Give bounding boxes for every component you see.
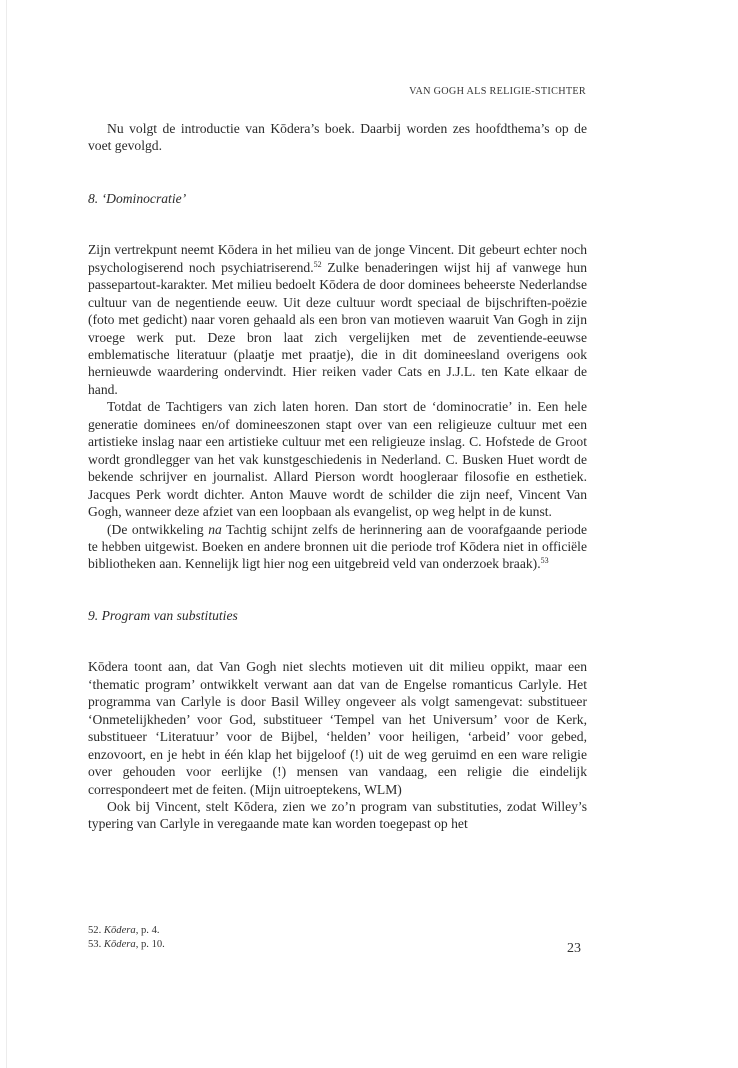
page-number: 23 [567,941,581,956]
footnote-source: Kōdera [103,939,136,951]
footnote-53 [88,938,165,952]
section-9-heading: 9. Program van substituties [88,607,238,623]
main-text [88,120,587,833]
running-head: VAN GOGH ALS RELIGIE-STICHTER [409,86,586,97]
paragraph-text: Zijn vertrekpunt neemt Kōdera in het milieu van de jonge Vincent. Dit gebeurt echter noch psychologiserend noch psychiatriserend. [88,242,587,275]
footnote-52 [88,924,165,938]
intro-paragraph: Nu volgt de introductie van Kōdera’s boek. Daarbij worden zes hoofdthema’s op de voet gevolgd. [88,121,587,154]
footnotes [88,924,165,952]
footnote-page: , p. 4. [135,925,160,936]
footnote-page: , p. 10. [135,939,165,951]
section-8-paragraph-2: Totdat de Tachtigers van zich laten horen. Dan stort de ‘dominocratie’ in. Een hele generatie dominees en/of domineeszonen stapt over van een religieuze cultuur met een artistieke inslag naar een artistieke cultuur met een religieuze inslag. C. Hofstede de Groot wordt grondlegger van het vak kunstgeschiedenis in Nederland. C. Busken Huet wordt de bekende schrijver en journalist. Allard Pierson wordt hoogleraar filosofie en esthetiek. Jacques Perk wordt dichter. Anton Mauve wordt de schilder die zijn neef, Vincent Van Gogh, wanneer deze afziet van een loopbaan als evangelist, op weg helpt in de kunst. [88,399,587,520]
section-9-paragraph-1: Kōdera toont aan, dat Van Gogh niet slechts motieven uit dit milieu oppikt, maar een ‘thematic program’ ontwikkelt verwant aan dat van de Engelse romanticus Carlyle. Het programma van Carlyle is door Basil Willey ongeveer als volgt samengevat: substitueer ‘Onmetelijkheden’ voor God, substitueer ‘Tempel van het Universum’ voor de Kerk, substitueer ‘Literatuur’ voor de Bijbel, ‘helden’ voor heiligen, ‘arbeid’ voor gebed, enzovoort, en je hebt in één klap het bijgeloof (!) uit de weg geruimd en een ware religie over gehouden voor eerlijke (!) mensen van vandaag, een religie die eindelijk correspondeert met de feiten. (Mijn uitroeptekens, WLM) [88,659,587,797]
footnote-source: Kōdera [103,925,136,936]
paragraph-text: (De ontwikkeling [107,521,209,537]
footnote-number: 53. [88,939,102,951]
page-edge [6,0,7,1068]
paragraph-text: Zulke benaderingen wijst hij af vanwege hun passepartout-karakter. Met milieu bedoelt Kōdera de door dominees beheerste Nederlandse cultuur van de negentiende eeuw. Uit deze cultuur wordt speciaal de bijschriften-poëzie (foto met gedicht) naar voren gehaald als een bron van motieven waaruit Van Gogh in zijn vroege werk put. Deze bron laat zich vergelijken met de zeventiende-eeuwse emblematische literatuur (plaatje met praatje), die in dit domineesland overigens ook hernieuwde waardering ondervindt. Hier reiken vader Cats en J.J.L. ten Kate elkaar de hand. [88,259,587,397]
emphasis-text: na [208,521,222,537]
footnote-ref-52[interactable]: 52 [313,259,322,269]
paragraph-text: Tachtig schijnt zelfs de herinnering aan de voorafgaande periode te hebben uitgewist. Boeken en andere bronnen uit die periode trof Kōdera niet in officiële bibliotheken aan. Kennelijk ligt hier nog een uitgebreid veld van onderzoek braak). [88,521,587,572]
section-8-paragraph-3 [88,521,587,573]
footnote-ref-53[interactable]: 53 [540,556,549,566]
section-9-paragraph-2: Ook bij Vincent, stelt Kōdera, zien we zo’n program van substituties, zodat Willey’s typering van Carlyle in veregaande mate kan worden toegepast op het [88,798,587,832]
footnote-number: 52. [88,925,102,936]
section-8-paragraph-1 [88,241,587,398]
section-8-heading: 8. ‘Dominocratie’ [88,190,187,206]
